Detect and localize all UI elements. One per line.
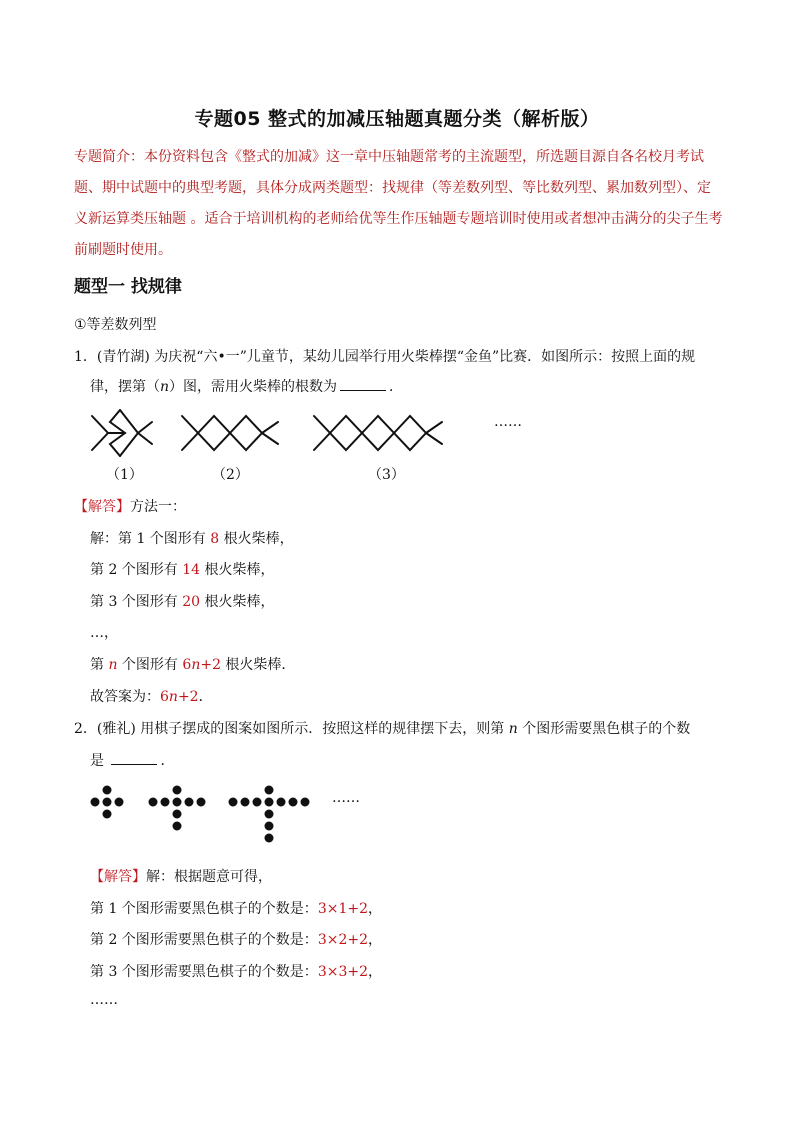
q2-answer-row-1: 第 1 个图形需要黑色棋子的个数是：3×1+2， <box>90 901 382 917</box>
page-title: 专题05 整式的加减压轴题真题分类（解析版） <box>194 108 600 130</box>
figure-ellipsis: …… <box>332 790 360 806</box>
figure-ellipsis: …… <box>494 414 522 430</box>
section-heading: 题型一 找规律 <box>74 277 182 297</box>
figure-label-1: （1） <box>106 467 143 483</box>
q1-answer-row-n: 第 n 个图形有 6n+2 根火柴棒． <box>90 657 296 673</box>
matchstick-fish-figure-2 <box>180 408 290 458</box>
q1-answer-row-3: 第 3 个图形有 20 根火柴棒， <box>90 594 275 610</box>
q2-answer-dots: …… <box>90 992 118 1008</box>
chess-piece-figure-2 <box>146 782 216 842</box>
q2-line-2: 是 ． <box>90 753 175 769</box>
matchstick-fish-figure-1 <box>90 408 160 458</box>
subsection-heading: ①等差数列型 <box>74 317 157 333</box>
matchstick-fish-figure-3 <box>312 408 462 458</box>
q2-line-1: 2．(雅礼) 用棋子摆成的图案如图所示．按照这样的规律摆下去，则第 n 个图形需要黑色棋子的个数 <box>74 721 691 737</box>
chess-piece-figure-1 <box>88 782 138 832</box>
q2-answer-row-3: 第 3 个图形需要黑色棋子的个数是：3×3+2， <box>90 964 382 980</box>
figure-label-2: （2） <box>212 467 249 483</box>
q1-line-1: 1．(青竹湖) 为庆祝“六•一”儿童节，某幼儿园举行用火柴棒摆“金鱼”比赛．如图所示：按照上面的规 <box>74 349 696 365</box>
q1-line-2: 律，摆第（n）图，需用火柴棒的根数为 ． <box>90 379 404 395</box>
topic-intro: 专题简介：本份资料包含《整式的加减》这一章中压轴题常考的主流题型，所选题目源自各名校月考试题、期中试题中的典型考题，具体分成两类题型：找规律（等差数列型、等比数列型、累加数列型）、定义新运算类压轴题 。适合于培训机构的老师给优等生作压轴题专题培训时使用或者想冲击满分的尖子生考前刷题时使用。 <box>74 149 723 258</box>
q1-answer-row-1: 解：第 1 个图形有 8 根火柴棒， <box>90 531 294 547</box>
q2-answer-heading: 【解答】解：根据题意可得， <box>90 869 272 885</box>
q1-answer-dots: …， <box>90 625 118 641</box>
q2-answer-row-2: 第 2 个图形需要黑色棋子的个数是：3×2+2， <box>90 932 382 948</box>
answer-blank <box>340 378 386 391</box>
answer-blank <box>111 752 157 765</box>
q1-answer-heading: 【解答】方法一： <box>74 499 186 515</box>
chess-piece-figure-3 <box>226 782 326 854</box>
figure-label-3: （3） <box>368 467 405 483</box>
q1-answer-row-2: 第 2 个图形有 14 根火柴棒， <box>90 562 275 578</box>
q1-final-answer: 故答案为：6n+2． <box>90 689 213 705</box>
